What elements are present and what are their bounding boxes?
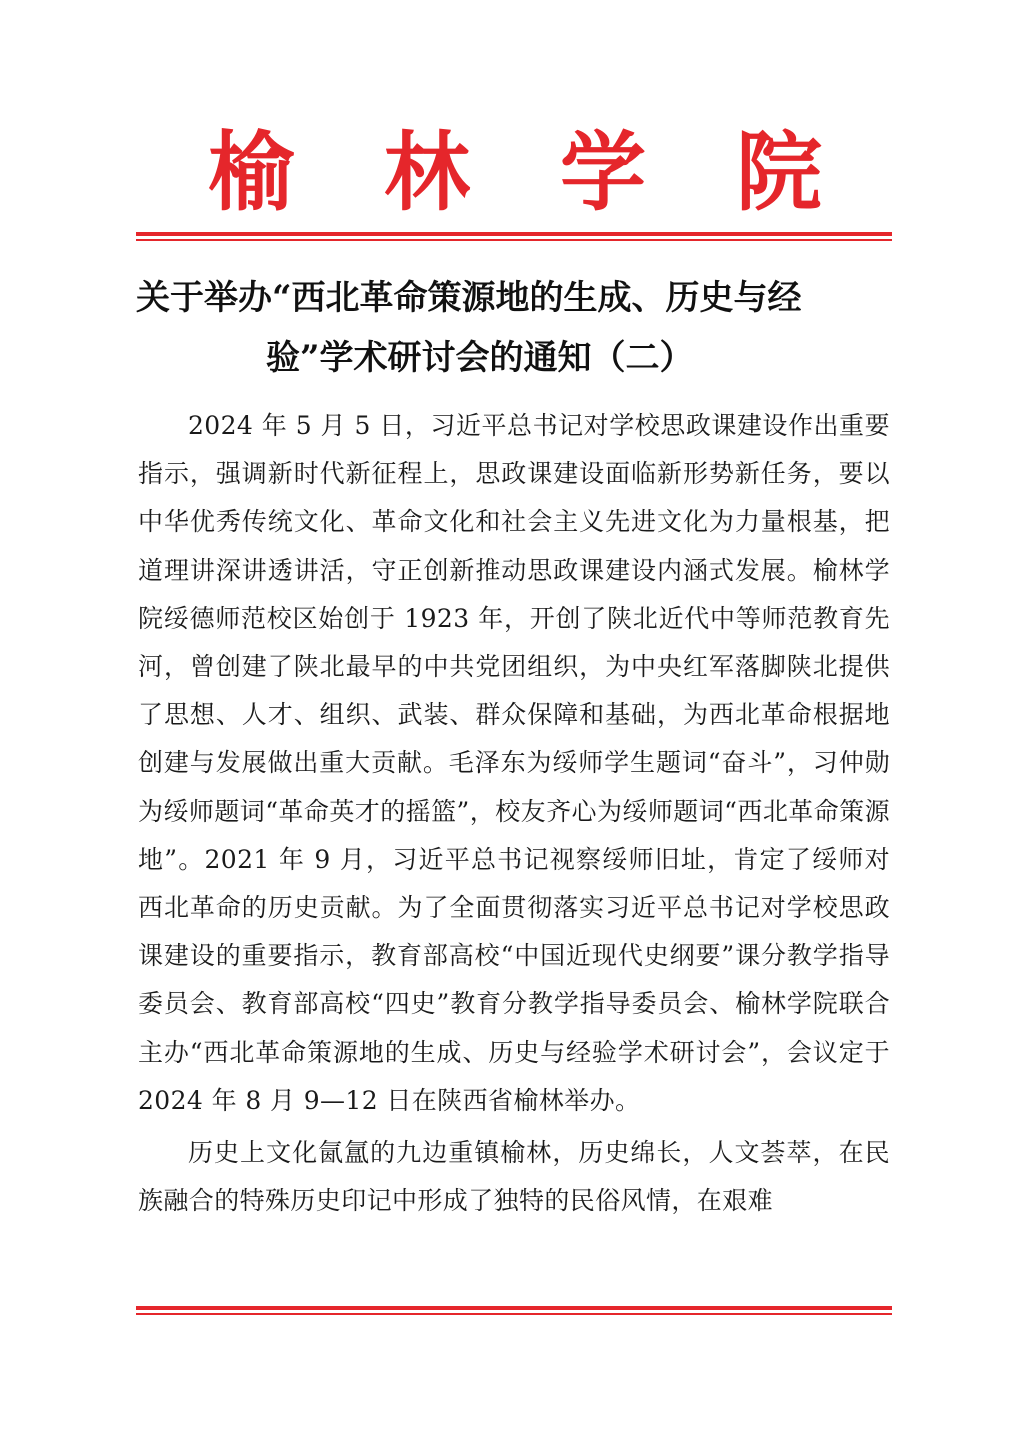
body-paragraph-2: 历史上文化氤氲的九边重镇榆林，历史绵长，人文荟萃，在民族融合的特殊历史印记中形成了独特的民俗风情，在艰难 [138, 1138, 890, 1216]
header-divider [136, 232, 892, 241]
document-title-line-2: 验”学术研讨会的通知（二） [266, 338, 694, 378]
footer-divider-thick [136, 1306, 892, 1310]
letterhead-char-1: 榆 [208, 122, 294, 223]
body-paragraph-1: 2024 年 5 月 5 日，习近平总书记对学校思政课建设作出重要指示，强调新时代新征程上，思政课建设面临新形势新任务，要以中华优秀传统文化、革命文化和社会主义先进文化为力量根基，把道理讲深讲透讲活，守正创新推动思政课建设内涵式发展。榆林学院绥德师范校区始创于 1923 年，开创了陕北近代中等师范教育先河，曾创建了陕北最早的中共党团组织，为中央红军落脚陕北提供了思想、人才、组织、武装、群众保障和基础，为西北革命根据地创建与发展做出重大贡献。毛泽东为绥师学生题词“奋斗”，习仲勋为绥师题词“革命英才的摇篮”，校友齐心为绥师题词“西北革命策源地”。2021 年 9 月，习近平总书记视察绥师旧址，肯定了绥师对西北革命的历史贡献。为了全面贯彻落实习近平总书记对学校思政课建设的重要指示，教育部高校“中国近现代史纲要”课分教学指导委员会、教育部高校“四史”教育分教学指导委员会、榆林学院联合主办“西北革命策源地的生成、历史与经验学术研讨会”，会议定于 2024 年 8 月 9—12 日在陕西省榆林举办。 [138, 411, 890, 1115]
footer-divider [136, 1306, 892, 1315]
letterhead-char-3: 学 [560, 122, 646, 223]
footer-divider-thin [136, 1313, 892, 1315]
letterhead-title [136, 118, 892, 228]
letterhead-char-4: 院 [736, 122, 822, 223]
document-title-line-1: 关于举办“西北革命策源地的生成、历史与经 [136, 278, 802, 318]
document-title [136, 268, 892, 388]
document-body [138, 402, 890, 1225]
header-divider-thick [136, 232, 892, 236]
letterhead-char-2: 林 [384, 122, 470, 223]
header-divider-thin [136, 239, 892, 241]
